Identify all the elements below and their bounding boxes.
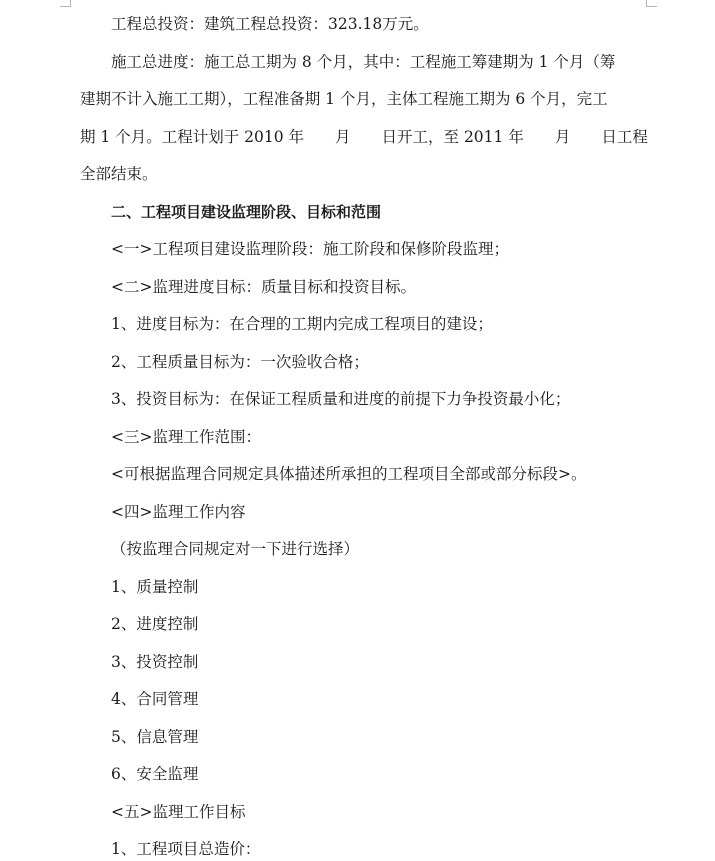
goals-heading: <五>监理工作目标 — [111, 802, 246, 821]
page-corner-mark-right — [646, 0, 657, 7]
scope-note: <可根据监理合同规定具体描述所承担的工程项目全部或部分标段>。 — [111, 465, 587, 483]
schedule-paragraph — [80, 44, 648, 194]
schedule-line-4: 全部结束。 — [80, 165, 158, 183]
schedule-line-3: 期 1 个月。工程计划于 2010 年 月 日开工，至 2011 年 月 日工程 — [80, 127, 648, 146]
content-note: （按监理合同规定对一下进行选择） — [111, 540, 360, 558]
supervision-stage: <一>工程项目建设监理阶段：施工阶段和保修阶段监理； — [111, 240, 509, 258]
content-item: 6、安全监理 — [111, 765, 199, 783]
content-item: 5、信息管理 — [111, 727, 199, 746]
target-item: 1、进度目标为：在合理的工期内完成工程项目的建设； — [111, 315, 493, 333]
content-item: 1、质量控制 — [111, 577, 199, 596]
target-item: 3、投资目标为：在保证工程质量和进度的前提下力争投资最小化； — [111, 390, 571, 408]
document-body — [80, 6, 648, 861]
page-corner-mark-left — [60, 0, 71, 7]
content-item: 2、进度控制 — [111, 615, 199, 633]
scope-heading: <三>监理工作范围： — [111, 427, 261, 446]
schedule-line-2: 建期不计入施工工期），工程准备期 1 个月，主体工程施工期为 6 个月，完工 — [80, 90, 608, 108]
investment-line: 工程总投资：建筑工程总投资：323.18万元。 — [111, 15, 429, 33]
section-heading-2: 二、工程项目建设监理阶段、目标和范围 — [111, 202, 382, 221]
content-item: 4、合同管理 — [111, 690, 199, 708]
target-item: 2、工程质量目标为：一次验收合格； — [111, 352, 369, 371]
goals-item: 1、工程项目总造价： — [111, 840, 261, 858]
schedule-line-1: 施工总进度：施工总工期为 8 个月，其中：工程施工筹建期为 1 个月（筹 — [111, 52, 616, 71]
content-item: 3、投资控制 — [111, 652, 199, 671]
content-heading: <四>监理工作内容 — [111, 502, 246, 521]
targets-heading: <二>监理进度目标：质量目标和投资目标。 — [111, 277, 416, 296]
